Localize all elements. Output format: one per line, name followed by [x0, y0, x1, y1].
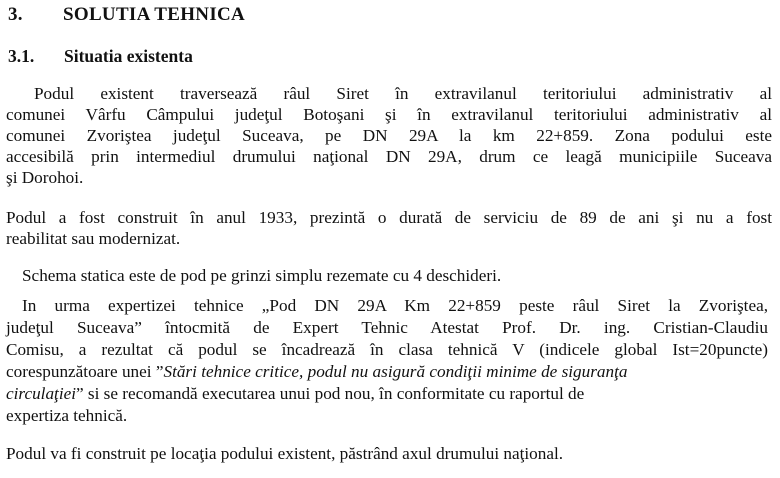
section-number: 3.: [8, 4, 23, 25]
emphasized-text: Stări tehnice critice, podul nu asigură condiţii minime de siguranţa: [163, 362, 628, 381]
paragraph-line: şi Dorohoi.: [6, 168, 84, 187]
paragraph-line: [6, 384, 584, 403]
paragraph-line: comunei Zvoriştea judeţul Suceava, pe DN 29A la km 22+859. Zona podului este: [6, 126, 772, 145]
subsection-number: 3.1.: [8, 46, 35, 66]
paragraph-line: reabilitat sau modernizat.: [6, 229, 181, 248]
paragraph-line: expertiza tehnică.: [6, 406, 128, 425]
paragraph-line: In urma expertizei tehnice „Pod DN 29A Km 22+859 peste râul Siret la Zvoriştea,: [22, 296, 768, 315]
section-heading: [8, 4, 245, 26]
paragraph-line: [6, 362, 768, 381]
subsection-heading: [8, 46, 193, 67]
paragraph-text: corespunzătoare unei ”: [6, 362, 164, 381]
paragraph-line: Podul existent traversează râul Siret în extravilanul teritoriului administrativ al: [34, 84, 772, 103]
emphasized-text: circulaţiei: [6, 384, 76, 403]
subsection-title: Situatia existenta: [64, 46, 193, 66]
paragraph-text: ” si se recomandă executarea unui pod nou, în conformitate cu raportul de: [76, 384, 585, 403]
paragraph-line: Schema statica este de pod pe grinzi simplu rezemate cu 4 deschideri.: [22, 266, 502, 285]
paragraph-line: judeţul Suceava” întocmită de Expert Tehnic Atestat Prof. Dr. ing. Cristian-Claudiu: [6, 318, 768, 337]
paragraph-line: accesibilă prin intermediul drumului naţional DN 29A, drum ce leagă municipiile Suceava: [6, 147, 772, 166]
paragraph-line: comunei Vârfu Câmpului judeţul Botoşani şi în extravilanul teritoriului administrativ al: [6, 105, 772, 124]
paragraph-line: Comisu, a rezultat că podul se încadrează în clasa tehnică V (indicele global Ist=20puncte): [6, 340, 768, 359]
section-title: SOLUTIA TEHNICA: [63, 4, 246, 25]
paragraph-line: Podul va fi construit pe locaţia podului existent, păstrând axul drumului naţional.: [6, 444, 564, 463]
paragraph-line: Podul a fost construit în anul 1933, prezintă o durată de serviciu de 89 de ani şi nu a fost: [6, 208, 772, 227]
